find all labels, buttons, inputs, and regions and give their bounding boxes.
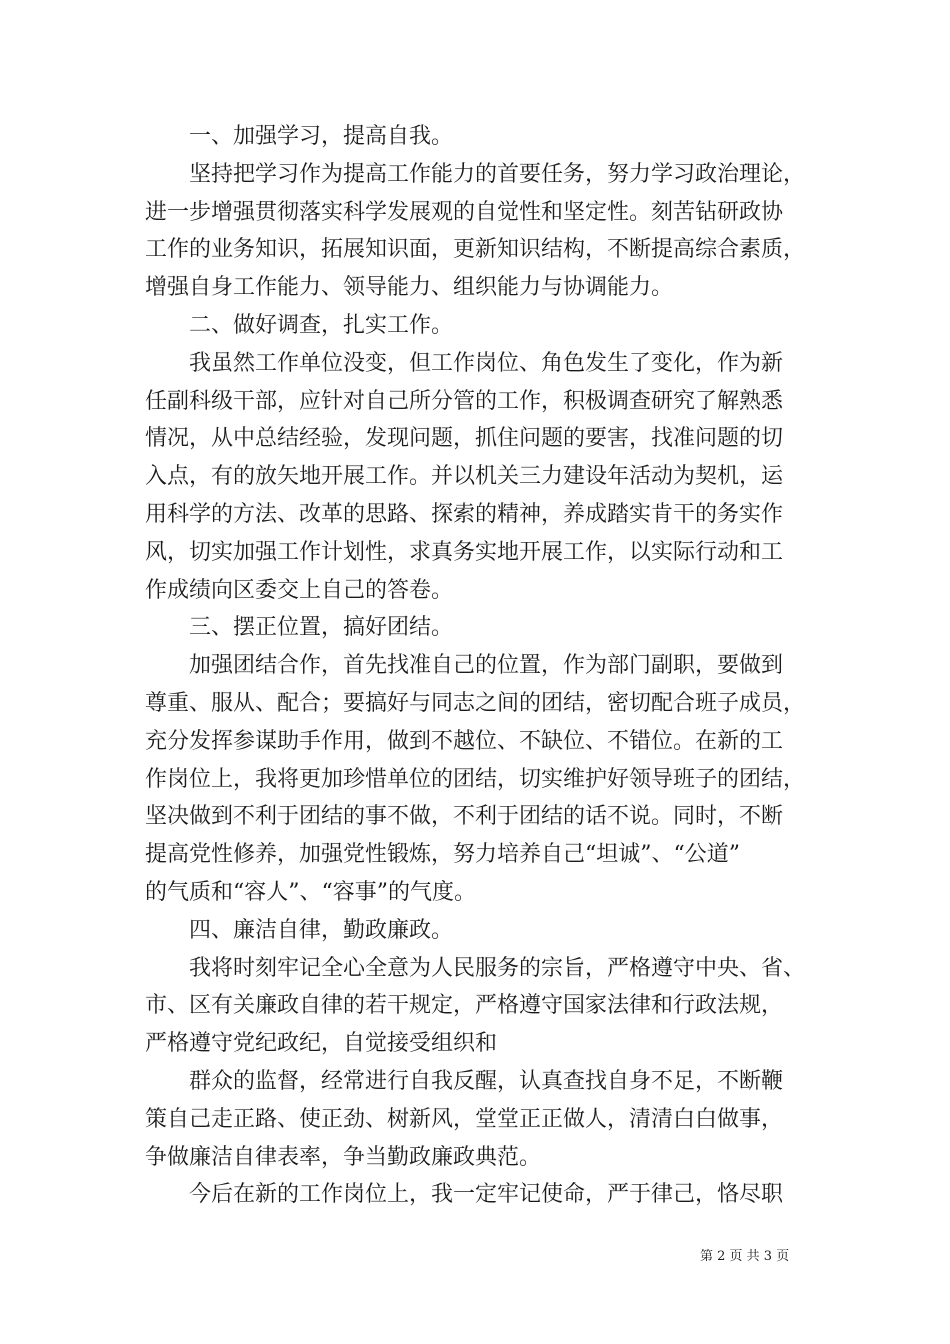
text-line: 市、区有关廉政自律的若干规定，严格遵守国家法律和行政法规， <box>145 993 784 1019</box>
text-line: 争做廉洁自律表率，争当勤政廉政典范。 <box>145 1144 542 1170</box>
text-line: 二、做好调查，扎实工作。 <box>189 312 454 338</box>
text-line: 我将时刻牢记全心全意为人民服务的宗旨，严格遵守中央、省、 <box>189 955 806 981</box>
text-line: 风，切实加强工作计划性，求真务实地开展工作，以实际行动和工 <box>145 539 784 565</box>
text-line: 作成绩向区委交上自己的答卷。 <box>145 577 454 603</box>
text-line: 工作的业务知识，拓展知识面，更新知识结构，不断提高综合素质， <box>145 237 806 263</box>
document-body <box>145 118 835 1214</box>
text-line: 四、廉洁自律，勤政廉政。 <box>189 917 454 943</box>
text-line: 严格遵守党纪政纪，自觉接受组织和 <box>145 1031 498 1057</box>
text-line: 我虽然工作单位没变，但工作岗位、角色发生了变化，作为新 <box>189 350 784 376</box>
text-line: 三、摆正位置，搞好团结。 <box>189 615 454 641</box>
text-line: 充分发挥参谋助手作用，做到不越位、不缺位、不错位。在新的工 <box>145 728 784 754</box>
text-line: 提高党性修养，加强党性锻炼，努力培养自己“坦诚”、“公道” <box>145 842 740 868</box>
text-line: 进一步增强贯彻落实科学发展观的自觉性和坚定性。刻苦钻研政协 <box>145 199 784 225</box>
text-line: 加强团结合作，首先找准自己的位置，作为部门副职，要做到 <box>189 653 784 679</box>
text-line: 尊重、服从、配合；要搞好与同志之间的团结，密切配合班子成员， <box>145 690 806 716</box>
text-line: 情况，从中总结经验，发现问题，抓住问题的要害，找准问题的切 <box>145 426 784 452</box>
text-line: 坚决做到不利于团结的事不做，不利于团结的话不说。同时，不断 <box>145 804 784 830</box>
text-line: 的气质和“容人”、“容事”的气度。 <box>145 879 476 905</box>
text-line: 任副科级干部，应针对自己所分管的工作，积极调查研究了解熟悉 <box>145 388 784 414</box>
text-line: 策自己走正路、使正劲、树新风，堂堂正正做人，清清白白做事， <box>145 1106 784 1132</box>
page-number: 第 2 页 共 3 页 <box>700 1249 790 1264</box>
text-line: 入点，有的放矢地开展工作。并以机关三力建设年活动为契机，运 <box>145 464 784 490</box>
text-line: 用科学的方法、改革的思路、探索的精神，养成踏实肯干的务实作 <box>145 501 784 527</box>
text-line: 作岗位上，我将更加珍惜单位的团结，切实维护好领导班子的团结， <box>145 766 806 792</box>
text-line: 一、加强学习，提高自我。 <box>189 124 454 149</box>
text-line: 今后在新的工作岗位上，我一定牢记使命，严于律己，恪尽职 <box>189 1182 784 1208</box>
text-line: 坚持把学习作为提高工作能力的首要任务，努力学习政治理论， <box>189 161 806 187</box>
text-line: 群众的监督，经常进行自我反醒，认真查找自身不足，不断鞭 <box>189 1068 784 1094</box>
text-line: 增强自身工作能力、领导能力、组织能力与协调能力。 <box>145 275 674 301</box>
